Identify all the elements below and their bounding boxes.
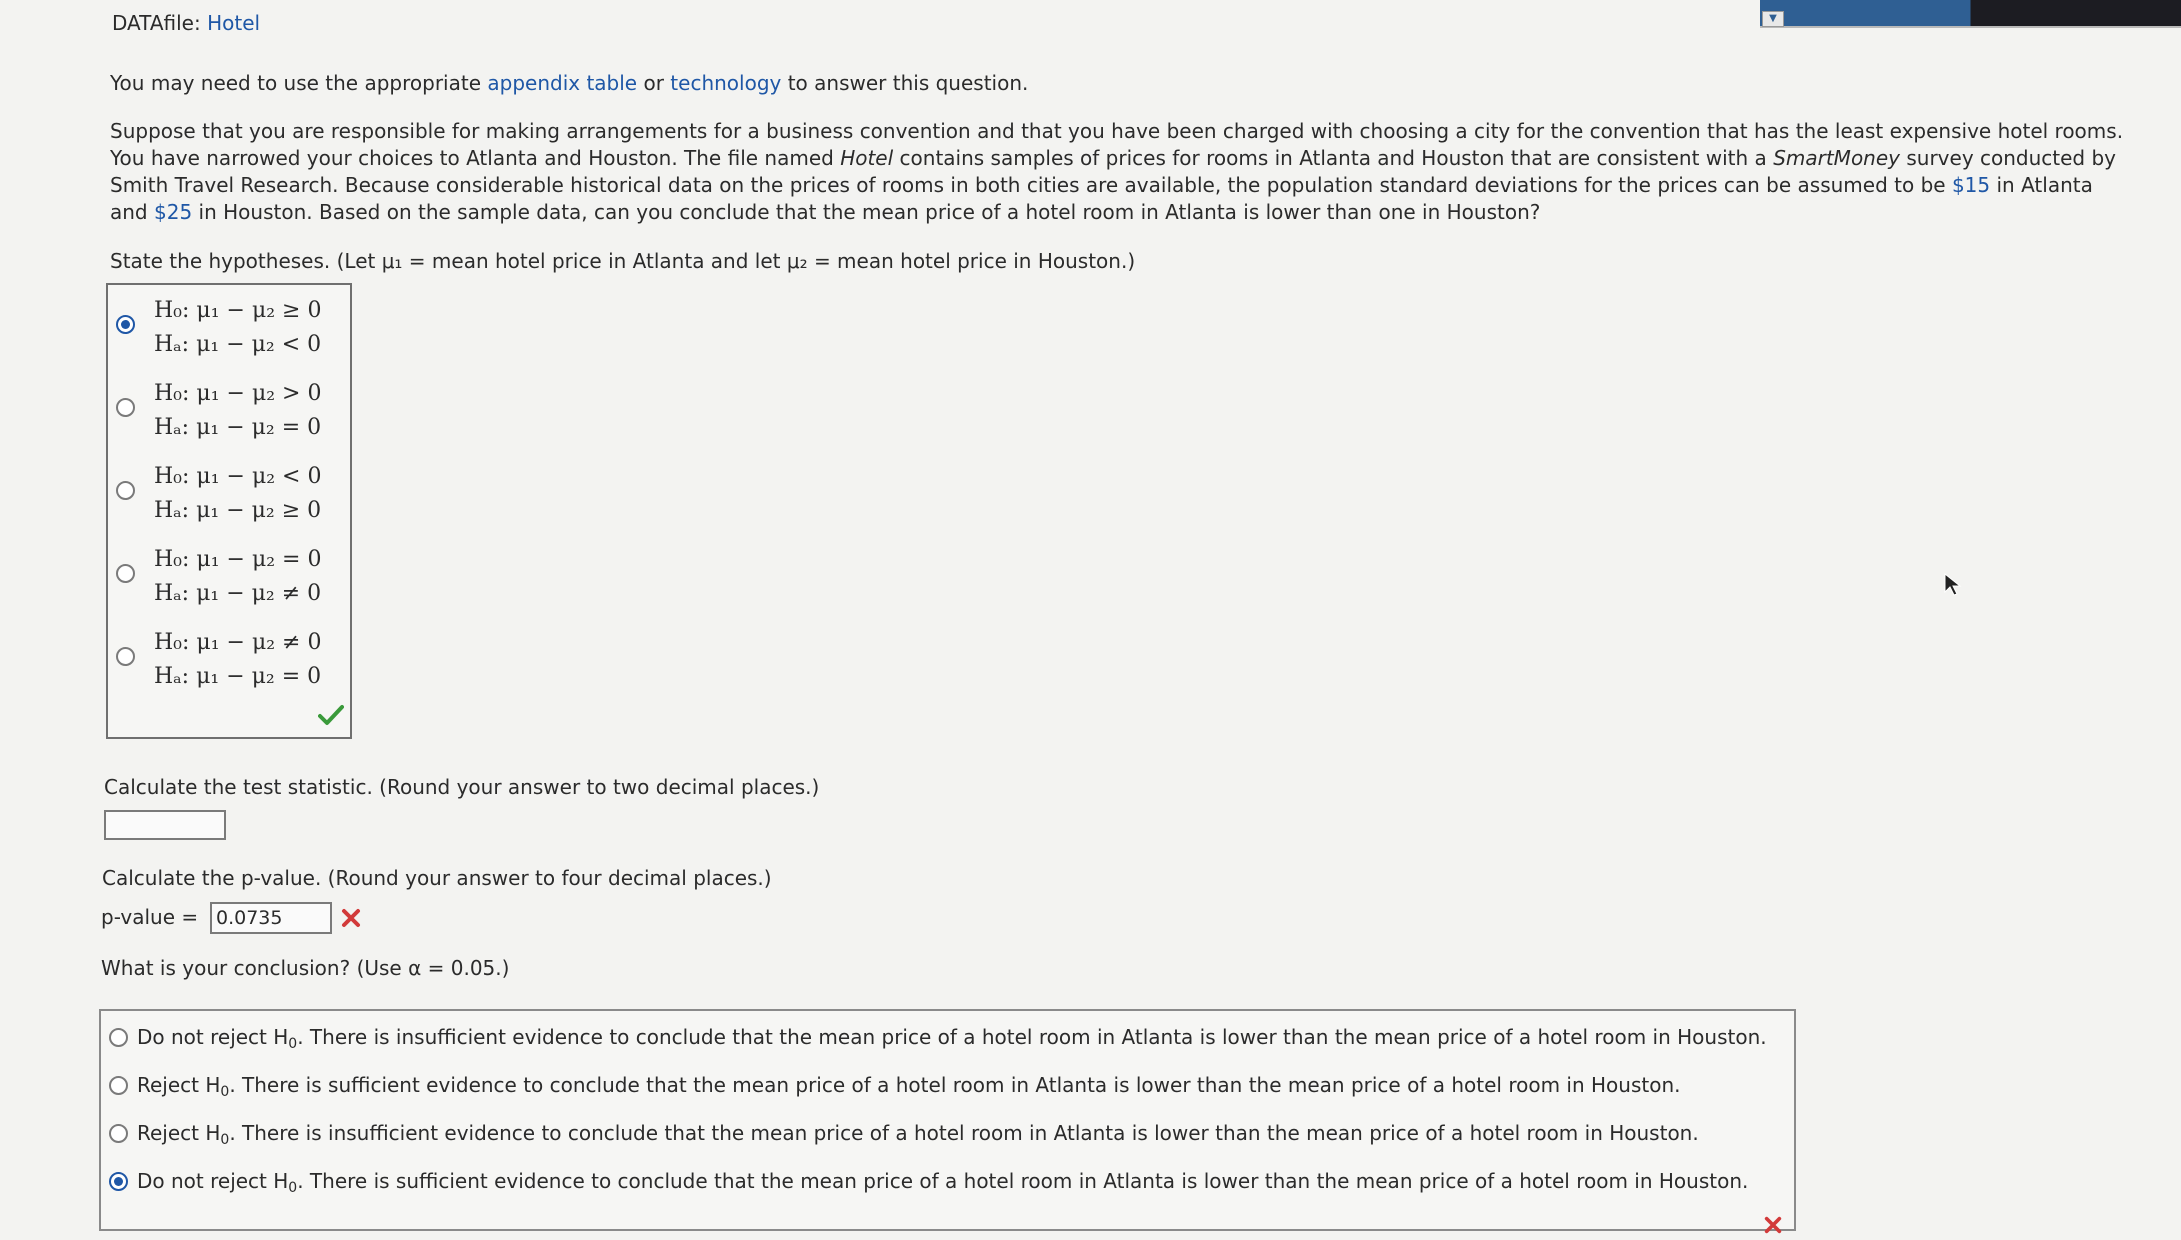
- x-icon: [1763, 1215, 1783, 1235]
- hypothesis-option-3[interactable]: [116, 463, 346, 539]
- hypothesis-option-4[interactable]: [116, 546, 346, 622]
- conclusion-rest: . There is insufficient evidence to conclude that the mean price of a hotel room in Atlanta is lower than the mean price of a hotel room in Houston.: [297, 1025, 1767, 1049]
- conclusion-option-4[interactable]: [109, 1163, 1789, 1203]
- conclusion-rest: . There is sufficient evidence to conclude that the mean price of a hotel room in Atlanta is lower than the mean price of a hotel room in Houston.: [229, 1073, 1681, 1097]
- smartmoney-name: SmartMoney: [1773, 146, 1900, 170]
- chevron-down-icon[interactable]: ▼: [1762, 11, 1784, 27]
- conclusion-subscript: 0: [220, 1084, 230, 1100]
- test-statistic-input[interactable]: [104, 810, 226, 840]
- conclusion-text: [137, 1119, 1699, 1147]
- intro-line: [110, 70, 1028, 96]
- conclusion-option-2[interactable]: [109, 1067, 1789, 1107]
- alternative-hypothesis: Hₐ: μ₁ − μ₂ = 0: [154, 415, 322, 440]
- conclusion-subscript: 0: [288, 1180, 298, 1196]
- null-hypothesis: H₀: μ₁ − μ₂ ≠ 0: [154, 630, 322, 655]
- conclusion-rest: . There is sufficient evidence to conclude that the mean price of a hotel room in Atlanta is lower than the mean price of a hotel room in Houston.: [297, 1169, 1749, 1193]
- datafile-link[interactable]: Hotel: [207, 11, 261, 35]
- datafile-label: DATAfile:: [112, 11, 201, 35]
- mouse-pointer-icon: [1943, 572, 1963, 598]
- alternative-hypothesis: Hₐ: μ₁ − μ₂ ≠ 0: [154, 581, 322, 606]
- appendix-table-link[interactable]: appendix table: [487, 71, 638, 95]
- null-hypothesis: H₀: μ₁ − μ₂ = 0: [154, 547, 322, 572]
- null-hypothesis: H₀: μ₁ − μ₂ < 0: [154, 464, 322, 489]
- problem-statement: [110, 118, 2150, 226]
- intro-text: You may need to use the appropriate: [110, 71, 482, 95]
- hypothesis-option-5[interactable]: [116, 629, 346, 705]
- null-hypothesis: H₀: μ₁ − μ₂ > 0: [154, 381, 322, 406]
- conclusion-lead: Reject H: [137, 1073, 221, 1097]
- radio-button[interactable]: [116, 647, 135, 666]
- pvalue-label: p-value =: [101, 905, 199, 929]
- pvalue-prompt: Calculate the p-value. (Round your answer to four decimal places.): [102, 866, 772, 890]
- problem-line-4a: and: [110, 200, 148, 224]
- conclusion-text: [137, 1167, 1748, 1195]
- hypotheses-prompt: State the hypotheses. (Let μ₁ = mean hotel price in Atlanta and let μ₂ = mean hotel price in Houston.): [110, 249, 1136, 273]
- conclusion-rest: . There is insufficient evidence to conclude that the mean price of a hotel room in Atlanta is lower than the mean price of a hotel room in Houston.: [229, 1121, 1699, 1145]
- conclusion-lead: Do not reject H: [137, 1169, 289, 1193]
- problem-line-2b: contains samples of prices for rooms in Atlanta and Houston that are consistent with a: [899, 146, 1767, 170]
- test-statistic-prompt: Calculate the test statistic. (Round your answer to two decimal places.): [104, 775, 820, 799]
- problem-line-2: [110, 145, 2150, 172]
- conclusion-text: [137, 1023, 1767, 1051]
- alternative-hypothesis: Hₐ: μ₁ − μ₂ ≥ 0: [154, 498, 322, 523]
- datafile-line: [112, 10, 260, 36]
- conclusion-lead: Reject H: [137, 1121, 221, 1145]
- null-hypothesis: H₀: μ₁ − μ₂ ≥ 0: [154, 298, 322, 323]
- hypothesis-option-2[interactable]: [116, 380, 346, 456]
- hotel-file-name: Hotel: [840, 146, 894, 170]
- conclusion-lead: Do not reject H: [137, 1025, 289, 1049]
- problem-line-3b: in Atlanta: [1996, 173, 2093, 197]
- radio-button[interactable]: [109, 1172, 128, 1191]
- x-icon: [340, 907, 362, 929]
- hypotheses-options-box: [106, 283, 352, 739]
- conclusion-options-box: [99, 1009, 1796, 1231]
- pvalue-input[interactable]: 0.0735: [210, 902, 332, 934]
- radio-button[interactable]: [116, 564, 135, 583]
- conclusion-option-1[interactable]: [109, 1019, 1789, 1059]
- conclusion-option-3[interactable]: [109, 1115, 1789, 1155]
- problem-line-4b: in Houston. Based on the sample data, can you conclude that the mean price of a hotel room in Atlanta is lower than one in Houston?: [198, 200, 1541, 224]
- intro-after: to answer this question.: [787, 71, 1029, 95]
- problem-line-2a: You have narrowed your choices to Atlanta and Houston. The file named: [110, 146, 834, 170]
- conclusion-subscript: 0: [288, 1036, 298, 1052]
- intro-or: or: [643, 71, 664, 95]
- top-toolbar: [1760, 0, 2181, 28]
- atlanta-sd-value: $15: [1951, 173, 1991, 197]
- radio-button[interactable]: [109, 1124, 128, 1143]
- problem-line-2c: survey conducted by: [1906, 146, 2117, 170]
- radio-button[interactable]: [116, 398, 135, 417]
- alternative-hypothesis: Hₐ: μ₁ − μ₂ < 0: [154, 332, 322, 357]
- radio-button[interactable]: [109, 1076, 128, 1095]
- problem-line-3: [110, 172, 2150, 199]
- radio-button[interactable]: [116, 481, 135, 500]
- radio-button[interactable]: [109, 1028, 128, 1047]
- radio-button[interactable]: [116, 315, 135, 334]
- conclusion-subscript: 0: [220, 1132, 230, 1148]
- problem-line-1: Suppose that you are responsible for making arrangements for a business convention and that you have been charged with choosing a city for the convention that has the least expensive hotel rooms.: [110, 119, 2124, 143]
- problem-line-3a: Smith Travel Research. Because considerable historical data on the prices of rooms in both cities are available, the population standard deviations for the prices can be assumed to be: [110, 173, 1946, 197]
- problem-line-4: [110, 199, 2150, 226]
- conclusion-prompt: What is your conclusion? (Use α = 0.05.): [101, 956, 510, 980]
- technology-link[interactable]: technology: [670, 71, 782, 95]
- alternative-hypothesis: Hₐ: μ₁ − μ₂ = 0: [154, 664, 322, 689]
- check-icon: [318, 704, 344, 726]
- hypothesis-option-1[interactable]: [116, 297, 346, 373]
- conclusion-text: [137, 1071, 1680, 1099]
- houston-sd-value: $25: [154, 200, 193, 224]
